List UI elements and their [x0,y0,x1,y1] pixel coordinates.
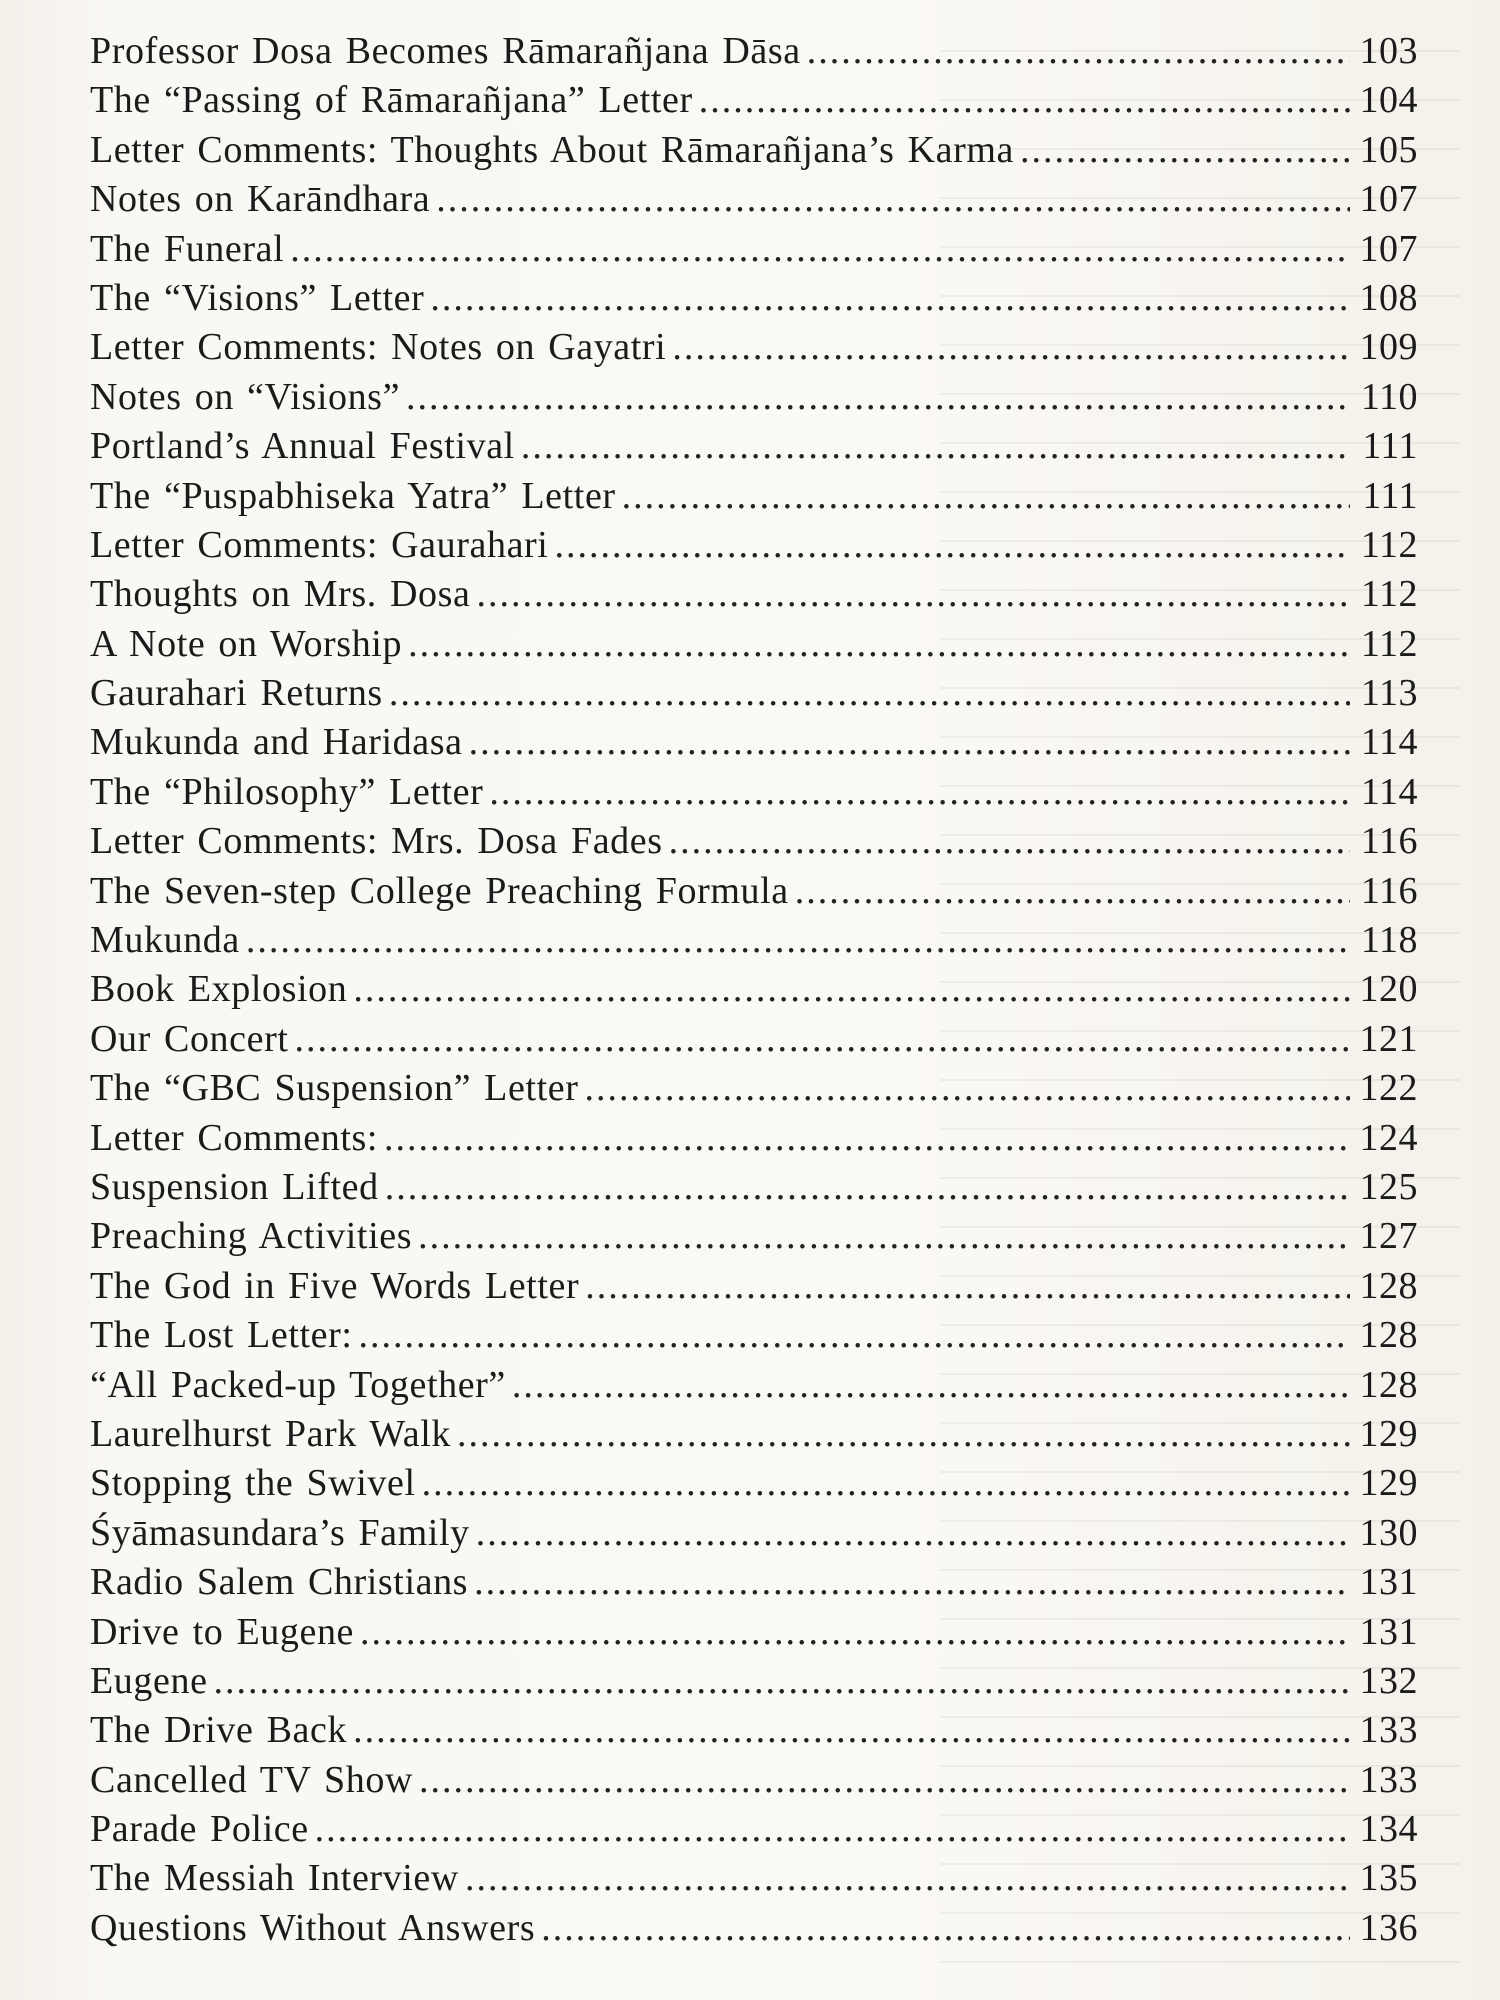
toc-entry-page-number: 120 [1359,968,1418,1011]
dot-leader [554,521,1350,570]
toc-entry-page-number: 133 [1359,1758,1418,1801]
toc-entry-page-number: 131 [1359,1561,1418,1604]
toc-entry [90,1410,1418,1459]
toc-entry [90,76,1418,125]
toc-entry-page-number: 135 [1359,1857,1418,1900]
toc-entry [90,1361,1418,1410]
toc-entry-page-number: 130 [1359,1511,1418,1554]
dot-leader [795,867,1350,916]
toc-entry-title: The “Philosophy” Letter [90,770,484,813]
toc-entry-title: Eugene [90,1659,208,1702]
toc-entry-page-number: 128 [1359,1363,1418,1406]
toc-entry-title: Śyāmasundara’s Family [90,1511,470,1554]
toc-entry-page-number: 136 [1359,1906,1418,1949]
dot-leader [315,1805,1350,1854]
toc-entry [90,768,1418,817]
dot-leader [457,1410,1350,1459]
toc-entry [90,1805,1418,1854]
toc-entry-page-number: 108 [1359,276,1418,319]
toc-entry [90,1163,1418,1212]
toc-entry-page-number: 118 [1360,919,1418,962]
toc-entry-title: Mukunda [90,919,240,962]
toc-entry-title: Laurelhurst Park Walk [90,1412,451,1455]
toc-entry-title: Thoughts on Mrs. Dosa [90,573,471,616]
toc-entry-page-number: 110 [1360,375,1418,418]
toc-entry-page-number: 124 [1359,1116,1418,1159]
dot-leader [430,274,1350,323]
toc-entry-title: The “Passing of Rāmarañjana” Letter [90,79,693,122]
dot-leader [585,1262,1350,1311]
dot-leader [807,27,1350,76]
toc-entry [90,1509,1418,1558]
toc-entry-page-number: 132 [1359,1659,1418,1702]
toc-entry [90,817,1418,866]
toc-entry-title: Letter Comments: Thoughts About Rāmarañjana’s Karma [90,128,1014,171]
toc-entry-title: Preaching Activities [90,1215,413,1258]
toc-entry-page-number: 104 [1359,79,1418,122]
toc-entry-title: The Seven-step College Preaching Formula [90,869,789,912]
toc-entry [90,1311,1418,1360]
toc-entry-title: Letter Comments: Mrs. Dosa Fades [90,820,663,863]
toc-entry-title: Stopping the Swivel [90,1462,416,1505]
toc-entry-title: Letter Comments: [90,1116,379,1159]
toc-entry [90,1904,1418,1953]
toc-entry-page-number: 125 [1359,1165,1418,1208]
toc-entry-page-number: 116 [1360,820,1418,863]
dot-leader [389,669,1350,718]
dot-leader [476,1509,1350,1558]
toc-entry-title: Portland’s Annual Festival [90,425,515,468]
dot-leader [699,76,1350,125]
toc-entry-page-number: 114 [1360,770,1418,813]
toc-entry-page-number: 129 [1359,1412,1418,1455]
dot-leader [406,373,1350,422]
dot-leader [408,620,1350,669]
toc-entry [90,1114,1418,1163]
toc-entry-page-number: 122 [1359,1067,1418,1110]
toc-entry [90,225,1418,274]
toc-entry-title: Notes on “Visions” [90,375,401,418]
dot-leader [474,1558,1350,1607]
toc-entry-title: The Messiah Interview [90,1857,459,1900]
toc-entry [90,1657,1418,1706]
toc-entry [90,1212,1418,1261]
toc-entry-title: Gaurahari Returns [90,672,383,715]
toc-entry-title: Letter Comments: Gaurahari [90,523,549,566]
toc-entry-title: The Lost Letter: [90,1314,353,1357]
toc-entry [90,422,1418,471]
toc-entry-title: Letter Comments: Notes on Gayatri [90,326,667,369]
toc-entry-page-number: 116 [1360,869,1418,912]
dot-leader [418,1212,1350,1261]
toc-entry-page-number: 109 [1359,326,1418,369]
toc-entry [90,1015,1418,1064]
toc-entry-page-number: 112 [1360,523,1418,566]
toc-entry-page-number: 127 [1359,1215,1418,1258]
toc-entry-page-number: 113 [1360,672,1418,715]
toc-entry-page-number: 112 [1360,573,1418,616]
dot-leader [360,1608,1350,1657]
dot-leader [477,570,1351,619]
dot-leader [469,718,1350,767]
dot-leader [541,1904,1350,1953]
dot-leader [672,323,1350,372]
toc-entry [90,175,1418,224]
toc-entry-title: Book Explosion [90,968,348,1011]
toc-entry [90,1459,1418,1508]
dot-leader [359,1311,1350,1360]
toc-entry [90,570,1418,619]
toc-entry-title: The “GBC Suspension” Letter [90,1067,579,1110]
toc-entry-title: The “Visions” Letter [90,276,425,319]
dot-leader [512,1361,1350,1410]
toc-entry-page-number: 103 [1359,30,1418,72]
toc-entry [90,274,1418,323]
toc-entry-page-number: 131 [1359,1610,1418,1653]
toc-entry [90,1854,1418,1903]
toc-entry [90,1608,1418,1657]
toc-entry-title: Suspension Lifted [90,1165,379,1208]
toc-entry-page-number: 114 [1360,721,1418,764]
dot-leader [290,225,1350,274]
toc-entry-title: Our Concert [90,1017,289,1060]
dot-leader [1020,126,1350,175]
toc-entry-page-number: 129 [1359,1462,1418,1505]
toc-entry [90,916,1418,965]
toc-entry-title: Parade Police [90,1808,309,1851]
toc-entry-title: The Drive Back [90,1709,348,1752]
toc-entry-page-number: 107 [1359,178,1418,221]
dot-leader [246,916,1350,965]
toc-entry-page-number: 112 [1360,622,1418,665]
toc-entry [90,718,1418,767]
dot-leader [214,1657,1350,1706]
dot-leader [353,965,1350,1014]
dot-leader [385,1163,1350,1212]
table-of-contents [90,27,1418,1953]
dot-leader [419,1756,1350,1805]
toc-entry [90,1064,1418,1113]
toc-entry-title: Professor Dosa Becomes Rāmarañjana Dāsa [90,30,801,72]
toc-entry-title: “All Packed-up Together” [90,1363,506,1406]
dot-leader [622,472,1350,521]
toc-entry-page-number: 128 [1359,1264,1418,1307]
toc-entry-title: Mukunda and Haridasa [90,721,463,764]
toc-entry [90,373,1418,422]
toc-entry-title: Questions Without Answers [90,1906,536,1949]
toc-entry [90,1558,1418,1607]
toc-entry-page-number: 111 [1362,425,1418,468]
toc-entry [90,323,1418,372]
toc-entry-title: The Funeral [90,227,285,270]
toc-entry [90,867,1418,916]
toc-entry-title: The God in Five Words Letter [90,1264,580,1307]
toc-entry-page-number: 105 [1359,128,1418,171]
toc-entry-page-number: 111 [1362,474,1418,517]
toc-entry-page-number: 107 [1359,227,1418,270]
toc-entry [90,965,1418,1014]
dot-leader [353,1706,1350,1755]
dot-leader [489,768,1350,817]
toc-entry [90,27,1418,76]
toc-entry [90,1706,1418,1755]
toc-entry-page-number: 134 [1359,1808,1418,1851]
toc-entry [90,472,1418,521]
toc-entry-title: Radio Salem Christians [90,1561,469,1604]
toc-entry-title: Notes on Karāndhara [90,178,431,221]
toc-entry-title: The “Puspabhiseka Yatra” Letter [90,474,616,517]
dot-leader [521,422,1350,471]
toc-entry [90,669,1418,718]
dot-leader [585,1064,1351,1113]
toc-entry [90,126,1418,175]
toc-entry [90,620,1418,669]
toc-entry [90,521,1418,570]
dot-leader [436,175,1350,224]
toc-entry-title: Cancelled TV Show [90,1758,413,1801]
toc-entry-page-number: 133 [1359,1709,1418,1752]
toc-entry-page-number: 128 [1359,1314,1418,1357]
dot-leader [465,1854,1350,1903]
toc-entry [90,1756,1418,1805]
dot-leader [384,1114,1350,1163]
toc-entry [90,1262,1418,1311]
dot-leader [422,1459,1350,1508]
toc-entry-title: A Note on Worship [90,622,403,665]
toc-entry-title: Drive to Eugene [90,1610,355,1653]
dot-leader [295,1015,1351,1064]
toc-entry-page-number: 121 [1359,1017,1418,1060]
dot-leader [669,817,1350,866]
